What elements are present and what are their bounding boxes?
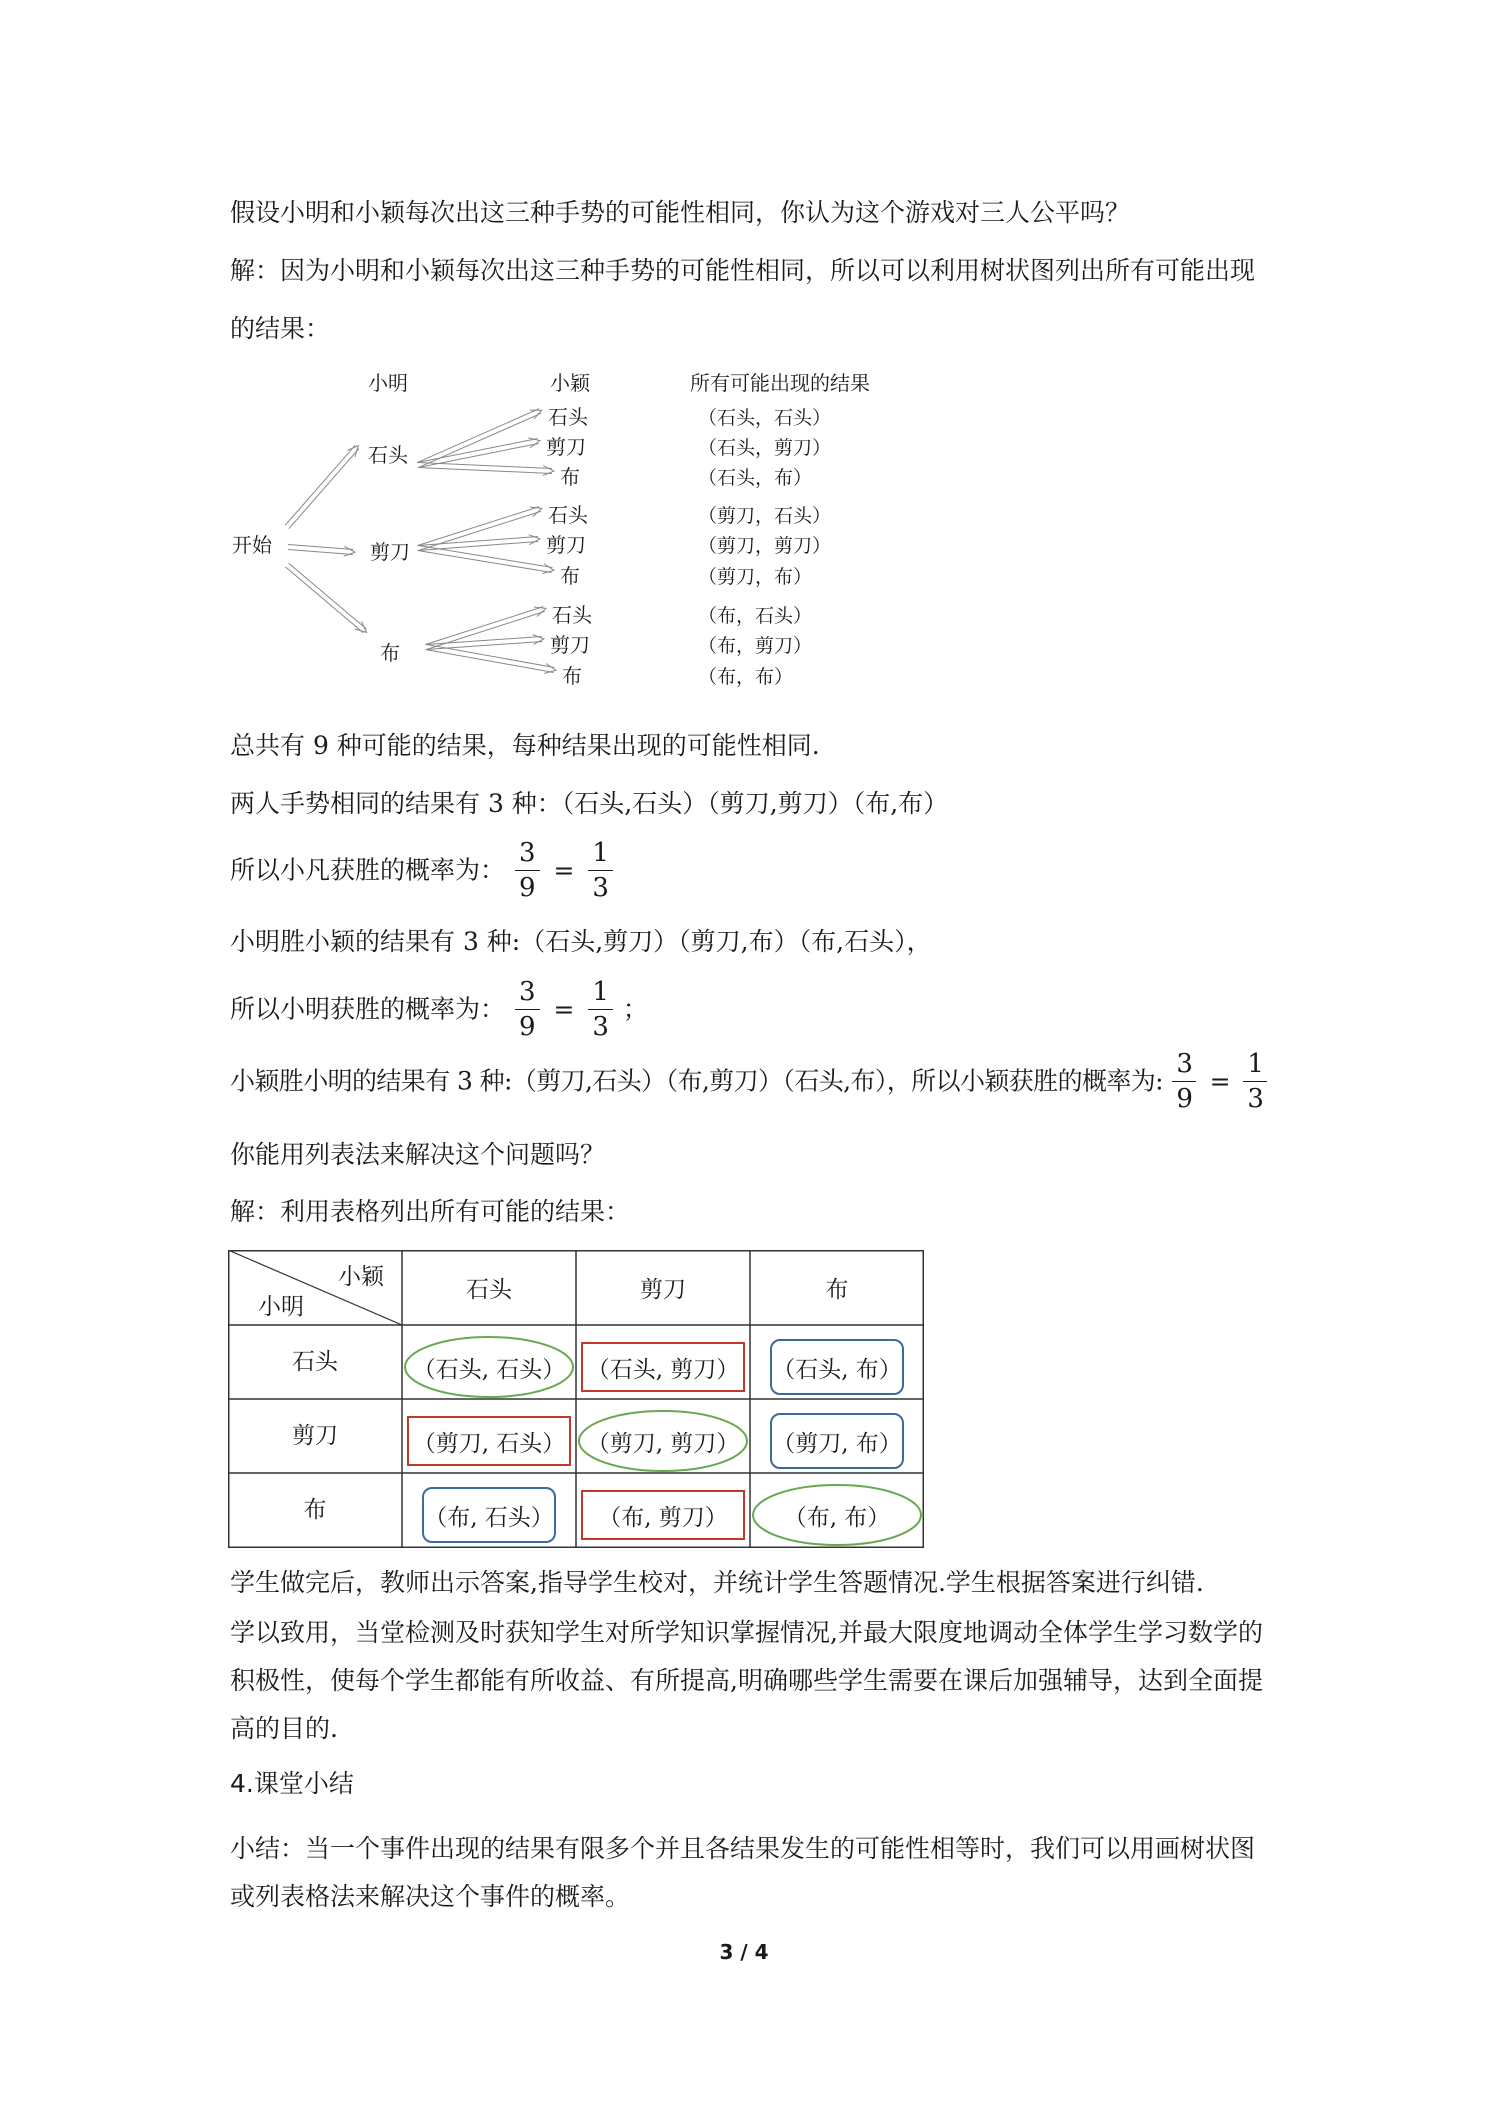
ying-probability-label: 小颖胜小明的结果有 3 种:（剪刀,石头）（布,剪刀）（石头,布），所以小颖获胜的概率为: [230, 1066, 1163, 1096]
col-header-shitou: 石头 [466, 1277, 512, 1303]
row-header-shitou: 石头 [292, 1349, 338, 1375]
tree-header-ying: 小颖 [550, 371, 590, 395]
table-cell: （布, 石头） [424, 1504, 554, 1531]
tree-level2-node: 剪刀 [546, 435, 586, 459]
tree-header-ming: 小明 [368, 371, 408, 395]
table-cell: （剪刀, 石头） [412, 1430, 566, 1457]
ming-probability-label: 所以小明获胜的概率为： [230, 994, 506, 1024]
table-cell: （石头, 布） [772, 1356, 902, 1383]
fraction-1-3: $\frac{1}{3}$ [588, 836, 613, 905]
fraction-3-9: $\frac{3}{9}$ [515, 836, 540, 905]
outcome-table [228, 1250, 924, 1548]
tree-result-item: （布，布） [698, 666, 794, 688]
tree-result-list [698, 407, 831, 688]
col-header-jiandao: 剪刀 [640, 1277, 686, 1303]
teacher-check: 学生做完后，教师出示答案,指导学生校对，并统计学生答题情况.学生根据答案进行纠错. [230, 1568, 1204, 1597]
summary-text: 小结：当一个事件出现的结果有限多个并且各结果发生的可能性相等时，我们可以用画树状图或列表格法来解决这个事件的概率。 [230, 1834, 1256, 1911]
tree-level1-node: 石头 [368, 443, 408, 467]
tree-level2-node: 布 [560, 465, 580, 489]
page-number: 3 / 4 [719, 1940, 769, 1964]
tree-level1-nodes [368, 443, 410, 665]
tree-result-item: （剪刀，布） [698, 566, 813, 588]
tree-diagram [220, 362, 940, 702]
row-header-jiandao: 剪刀 [292, 1423, 338, 1449]
same-gesture-outcomes: 两人手势相同的结果有 3 种：（石头,石头）（剪刀,剪刀）（布,布） [230, 789, 949, 818]
table-cell: （剪刀, 布） [772, 1430, 902, 1457]
fraction-3-9: $\frac{3}{9}$ [1172, 1047, 1196, 1116]
table-cell: （布, 剪刀） [598, 1504, 728, 1531]
table-cell: （剪刀, 剪刀） [586, 1430, 740, 1457]
col-header-bu: 布 [825, 1277, 849, 1303]
tree-header-results: 所有可能出现的结果 [690, 371, 870, 395]
tree-branch-arrow [288, 545, 355, 557]
section-heading-summary: 4.课堂小结 [230, 1769, 354, 1798]
tree-start-node: 开始 [232, 533, 272, 557]
ming-probability: 所以小明获胜的概率为： $\frac{3}{9}$ = $\frac{1}{3}$ ； [230, 977, 648, 1042]
tree-level2-node: 石头 [548, 405, 588, 429]
tree-branch-arrow [285, 445, 359, 528]
tree-level2-node: 石头 [552, 603, 592, 627]
corner-label-ying: 小颖 [338, 1264, 384, 1290]
answer-table-intro: 解：利用表格列出所有可能的结果： [230, 1197, 631, 1226]
ying-probability: 小颖胜小明的结果有 3 种:（剪刀,石头）（布,剪刀）（石头,布），所以小颖获胜的概率为: $\frac{3}{9}$ = $\frac{1}{3}$ [230, 1047, 1269, 1116]
tree-level2-node: 剪刀 [550, 633, 590, 657]
tree-result-item: （石头，石头） [698, 407, 832, 429]
tree-level2-node: 石头 [548, 503, 588, 527]
table-cell: （布, 布） [783, 1504, 891, 1531]
question-fairness: 假设小明和小颖每次出这三种手势的可能性相同，你认为这个游戏对三人公平吗？ [230, 198, 1131, 227]
table-cell: （石头, 石头） [412, 1356, 566, 1383]
tree-result-item: （布，剪刀） [698, 635, 813, 657]
corner-label-ming: 小明 [258, 1294, 304, 1320]
tree-branch-arrow [418, 546, 554, 574]
tree-branch-arrow [426, 645, 556, 674]
fan-probability: 所以小凡获胜的概率为： $\frac{3}{9}$ = $\frac{1}{3}$ [230, 836, 615, 905]
ming-win-outcomes: 小明胜小颖的结果有 3 种:（石头,剪刀）（剪刀,布）（布,石头）， [230, 927, 932, 956]
row-header-bu: 布 [303, 1497, 327, 1523]
total-outcomes: 总共有 9 种可能的结果，每种结果出现的可能性相同. [230, 731, 820, 760]
tree-result-item: （剪刀，剪刀） [698, 535, 832, 557]
table-cell: （石头, 剪刀） [586, 1356, 740, 1383]
fraction-1-3: $\frac{1}{3}$ [1243, 1047, 1267, 1116]
question-table-method: 你能用列表法来解决这个问题吗？ [230, 1140, 606, 1169]
fraction-1-3: $\frac{1}{3}$ [588, 975, 613, 1044]
tree-level2-node: 布 [562, 664, 582, 688]
tree-result-item: （石头，剪刀） [698, 437, 832, 459]
fraction-3-9: $\frac{3}{9}$ [515, 975, 540, 1044]
answer-tree-intro: 解：因为小明和小颖每次出这三种手势的可能性相同，所以可以利用树状图列出所有可能出现的结果： [230, 256, 1256, 343]
tree-result-item: （剪刀，石头） [698, 505, 832, 527]
fan-probability-label: 所以小凡获胜的概率为： [230, 855, 506, 885]
tree-level2-node: 布 [560, 564, 580, 588]
tree-level1-node: 布 [380, 641, 400, 665]
tree-result-item: （石头，布） [698, 467, 813, 489]
apply-knowledge: 学以致用，当堂检测及时获知学生对所学知识掌握情况,并最大限度地调动全体学生学习数学的积极性，使每个学生都能有所收益、有所提高,明确哪些学生需要在课后加强辅导，达到全面提高的目的. [230, 1618, 1263, 1743]
tree-level2-node: 剪刀 [546, 533, 586, 557]
tree-level1-node: 剪刀 [370, 540, 410, 564]
tree-branch-arrow [418, 463, 554, 476]
tree-branch-arrow [285, 563, 366, 633]
tree-result-item: （布，石头） [698, 605, 813, 627]
tree-level2-nodes [546, 405, 593, 688]
tree-branches [285, 409, 556, 674]
